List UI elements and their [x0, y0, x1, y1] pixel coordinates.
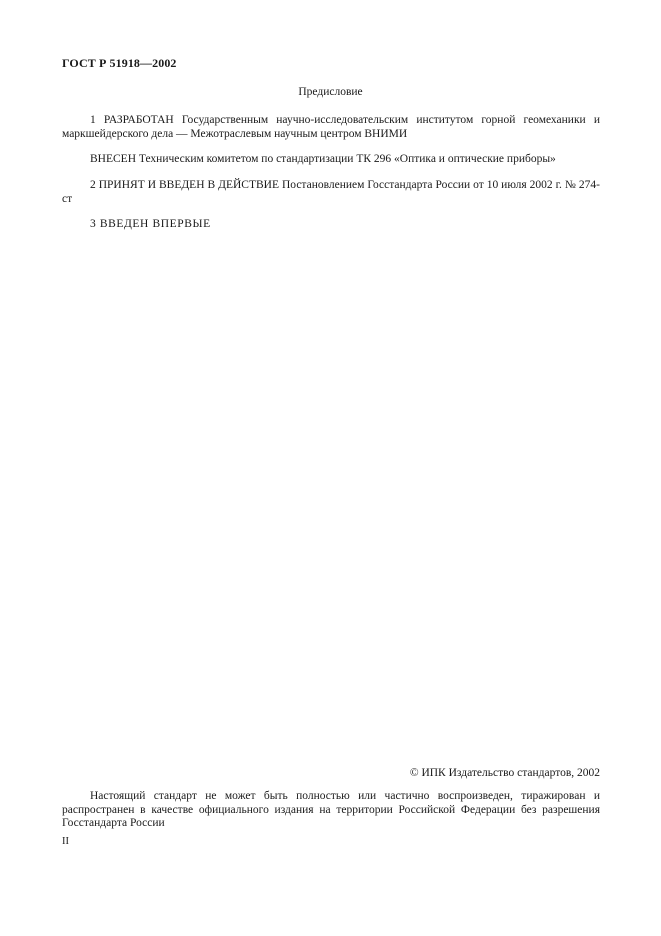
- page-number: II: [62, 836, 69, 847]
- copyright-line: © ИПК Издательство стандартов, 2002: [409, 767, 600, 779]
- reproduction-notice: Настоящий стандарт не может быть полностью или частично воспроизведен, тиражирован и распространен в качестве официального издания на территории Российской Федерации без разрешения Госстандарта России: [62, 790, 600, 829]
- preface-item-submitted-text: Техническим комитетом по стандартизации ТК 296 «Оптика и оптические приборы»: [136, 153, 556, 165]
- preface-item-developed: [62, 113, 600, 141]
- preface-item-submitted-lead: ВНЕСЕН: [90, 153, 136, 165]
- preface-item-introduced: [62, 217, 600, 231]
- preface-item-submitted: [62, 152, 600, 166]
- preface-item-introduced-lead: 3 ВВЕДЕН ВПЕРВЫЕ: [90, 218, 211, 230]
- document-code: ГОСТ Р 51918—2002: [62, 56, 177, 70]
- preface-item-adopted: [62, 178, 600, 206]
- preface-item-developed-lead: 1 РАЗРАБОТАН: [90, 114, 174, 126]
- preface-item-developed-text: Государственным научно-исследовательским институтом горной геомеханики и маркшейдерского дела — Межотраслевым научным центром ВНИМИ: [62, 114, 600, 140]
- preface-item-adopted-lead: 2 ПРИНЯТ И ВВЕДЕН В ДЕЙСТВИЕ: [90, 179, 279, 191]
- preface-item-adopted-text: Постановлением Госстандарта России от 10 июля 2002 г. № 274-ст: [62, 179, 600, 205]
- preface-title: Предисловие: [298, 86, 363, 98]
